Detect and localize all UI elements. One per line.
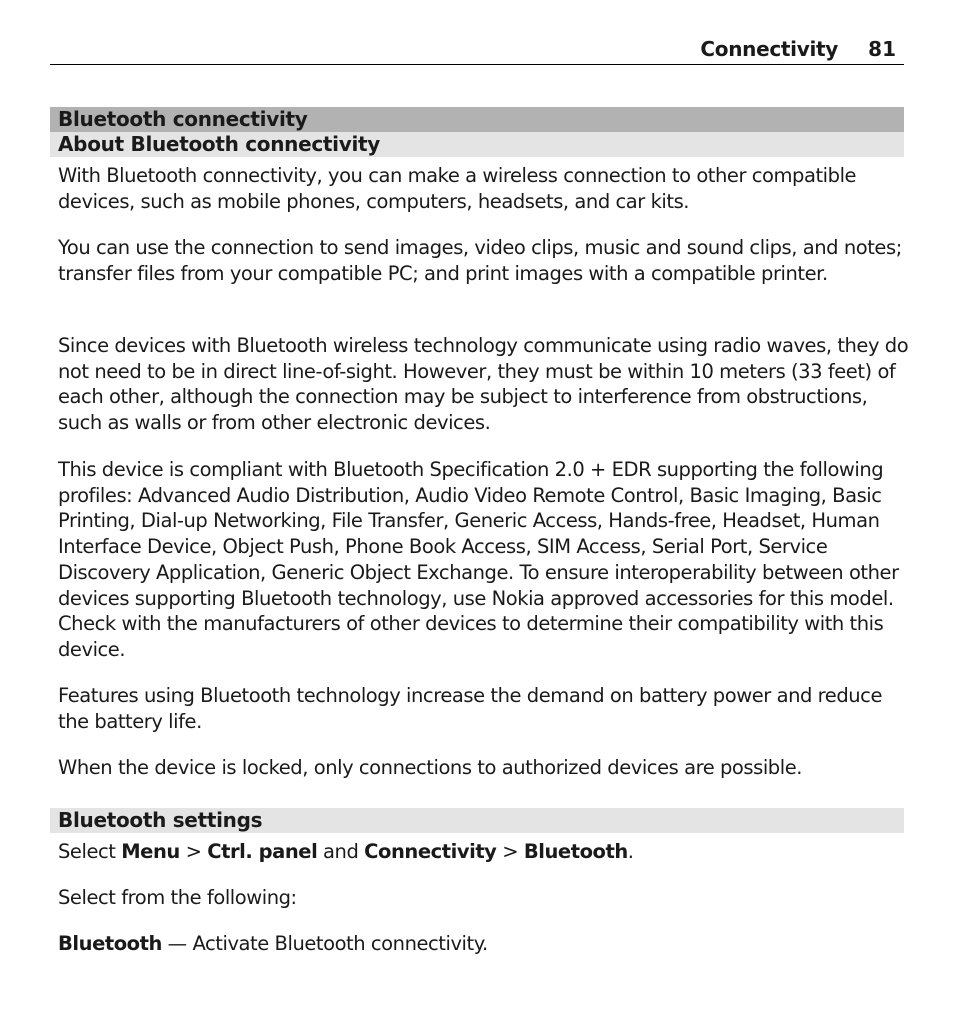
- menu-path-bluetooth: Bluetooth: [523, 840, 628, 863]
- path-and-text: and: [317, 840, 365, 863]
- paragraph-uses: You can use the connection to send images, video clips, music and sound clips, and notes; transfer files from your compatible PC; and print images with a compatible printer.: [58, 236, 902, 285]
- menu-path-connectivity: Connectivity: [364, 840, 497, 863]
- option-name: Bluetooth: [58, 932, 162, 955]
- select-from-text: Select from the following:: [58, 886, 297, 909]
- path-separator: >: [496, 840, 524, 863]
- menu-path-ctrl-panel: Ctrl. panel: [207, 840, 318, 863]
- page-number: 81: [868, 37, 896, 61]
- paragraph-profiles: This device is compliant with Bluetooth Specification 2.0 + EDR supporting the following profiles: Advanced Audio Distribution, Audio Video Remote Control, Basic Imaging, Basic Printing, Dial-up Networking, File Transfer, Generic Access, Hands-free, Headset, Human Interface Device, Object Push, Phone Book Access, SIM Access, Serial Port, Service Discovery Application, Generic Object Exchange. To ensure interoperability between other devices supporting Bluetooth technology, use Nokia approved accessories for this model. Check with the manufacturers of other devices to determine their compatibility with this device.: [58, 458, 899, 661]
- paragraph-locked: When the device is locked, only connections to authorized devices are possible.: [58, 756, 802, 779]
- menu-path-menu: Menu: [121, 840, 180, 863]
- paragraph-radio-waves: Since devices with Bluetooth wireless technology communicate using radio waves, they do not need to be in direct line-of-sight. However, they must be within 10 meters (33 feet) of each other, although the connection may be subject to interference from obstructions, such as walls or from other electronic devices.: [58, 334, 909, 435]
- option-description: — Activate Bluetooth connectivity.: [161, 932, 488, 955]
- paragraph-battery: Features using Bluetooth technology increase the demand on battery power and reduce the battery life.: [58, 684, 883, 733]
- option-bluetooth: [58, 931, 910, 957]
- subsection-heading-about: About Bluetooth connectivity: [50, 132, 904, 157]
- section-heading: Bluetooth connectivity: [50, 107, 904, 132]
- subsection-heading-settings: Bluetooth settings: [50, 808, 904, 833]
- settings-path-instruction: [58, 839, 910, 865]
- page-header: [50, 34, 904, 65]
- path-separator: >: [179, 840, 208, 863]
- path-end: .: [627, 840, 634, 863]
- header-section-title: Connectivity: [700, 37, 838, 61]
- paragraph-intro: With Bluetooth connectivity, you can make a wireless connection to other compatible devices, such as mobile phones, computers, headsets, and car kits.: [58, 164, 857, 213]
- path-select-text: Select: [58, 840, 122, 863]
